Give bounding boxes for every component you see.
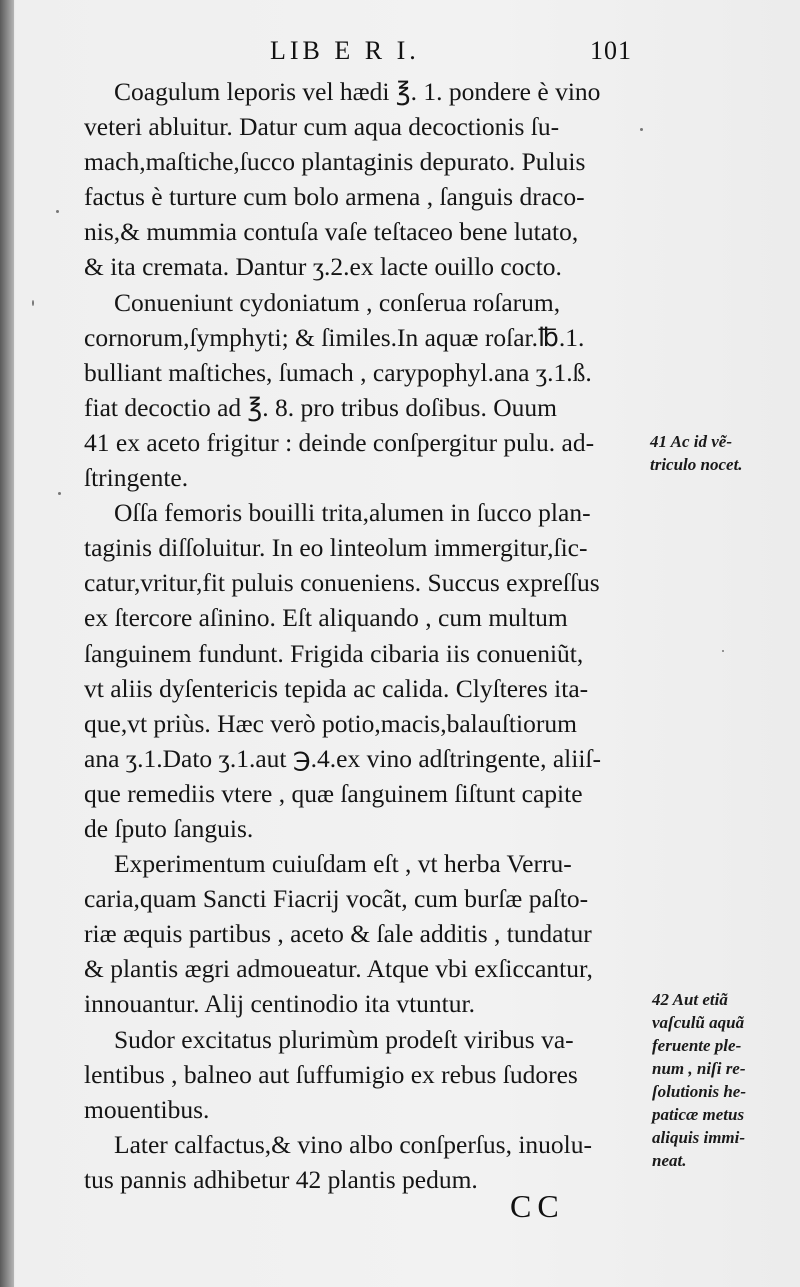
page-number: 101 — [590, 36, 632, 65]
text-line: Coagulum leporis vel hædi ℥. 1. pondere è vino — [114, 77, 601, 106]
text-line: caria,quam Sancti Fiacrij vocãt, cum burſæ paſto- — [84, 884, 589, 914]
text-line: Experimentum cuiuſdam eſt , vt herba Verru- — [114, 849, 572, 879]
text-line: fiat decoctio ad ℥. 8. pro tribus doſibus. Ouum — [84, 392, 557, 422]
marginal-note-line: ſolutionis he- — [652, 1082, 746, 1101]
text-line: ana ʒ.1.Dato ʒ.1.aut ℈.4.ex vino adſtringente, aliiſ- — [84, 743, 602, 773]
marginal-note-line: vaſculũ aquã — [652, 1013, 745, 1032]
marginal-note-line: neat. — [652, 1151, 687, 1170]
text-line: Later calfactus,& vino albo conſperſus, inuolu- — [114, 1129, 592, 1159]
page-gutter-shadow — [0, 0, 14, 1287]
text-line: & ita cremata. Dantur ʒ.2.ex lacte ouillo cocto. — [84, 252, 562, 282]
text-line: ſtringente. — [84, 463, 189, 493]
text-line: lentibus , balneo aut ſuffumigio ex rebus ſudores — [84, 1059, 578, 1089]
marginal-note-line: feruente ple- — [652, 1036, 742, 1055]
marginal-note-41 — [650, 430, 743, 476]
marginal-note-line: 41 Ac id vẽ- — [650, 432, 732, 451]
text-line: cornorum,ſymphyti; & ſimiles.In aquæ roſar.℔.1. — [84, 322, 585, 352]
ink-speck — [722, 650, 724, 652]
text-line: tus pannis adhibetur 42 plantis pedum. — [84, 1164, 478, 1194]
text-line: Sudor excitatus plurimùm prodeſt viribus va- — [114, 1024, 574, 1054]
text-line: que remediis vtere , quæ ſanguinem ſiſtunt capite — [84, 778, 583, 808]
text-line: Oſſa femoris bouilli trita,alumen in ſucco plan- — [114, 498, 591, 528]
marginal-note-line: aliquis immi- — [652, 1128, 746, 1147]
text-line: que,vt priùs. Hæc verò potio,macis,balauſtiorum — [84, 708, 577, 738]
text-line: factus è turture cum bolo armena , ſanguis draco- — [84, 182, 585, 212]
text-line: ex ſtercore aſinino. Eſt aliquando , cum multum — [84, 603, 568, 633]
text-line: bulliant maſtiches, ſumach , carypophyl.ana ʒ.1.ß. — [84, 357, 592, 387]
text-line: de ſputo ſanguis. — [84, 813, 254, 843]
text-line: 41 ex aceto frigitur : deinde conſpergitur pulu. ad- — [84, 427, 595, 457]
text-line: taginis diſſoluitur. In eo linteolum immergitur,ſic- — [84, 533, 588, 563]
text-line: riæ æquis partibus , aceto & ſale additis , tundatur — [84, 919, 592, 949]
marginal-note-line: 42 Aut etiã — [652, 990, 728, 1009]
marginal-note-line: paticæ metus — [652, 1105, 745, 1124]
text-line: veteri abluitur. Datur cum aqua decoctionis ſu- — [84, 112, 560, 142]
ink-speck — [640, 128, 643, 131]
main-text-block — [84, 74, 654, 1197]
ink-speck — [32, 300, 34, 306]
ink-speck — [56, 210, 59, 213]
text-line: nis,& mummia contuſa vaſe teſtaceo bene lutato, — [84, 217, 579, 247]
marginal-note-42 — [652, 988, 746, 1172]
marginal-note-line: triculo nocet. — [650, 455, 743, 474]
ink-speck — [58, 492, 61, 495]
text-line: & plantis ægri admoueatur. Atque vbi exſiccantur, — [84, 954, 593, 984]
text-line: Conueniunt cydoniatum , conſerua roſarum, — [114, 287, 561, 317]
marginal-note-line: num , niſi re- — [652, 1059, 746, 1078]
running-title: LIB E R I. — [270, 36, 420, 65]
text-line: catur,vritur,fit puluis conueniens. Succus expreſſus — [84, 568, 600, 598]
text-line: mach,maſtiche,ſucco plantaginis depurato. Puluis — [84, 147, 586, 177]
text-line: ſanguinem fundunt. Frigida cibaria iis conueniũt, — [84, 638, 584, 668]
signature-mark: CC — [510, 1188, 565, 1224]
text-line: vt aliis dyſentericis tepida ac calida. Clyſteres ita- — [84, 673, 589, 703]
text-line: mouentibus. — [84, 1094, 210, 1124]
text-line: innouantur. Alij centinodio ita vtuntur. — [84, 989, 475, 1019]
